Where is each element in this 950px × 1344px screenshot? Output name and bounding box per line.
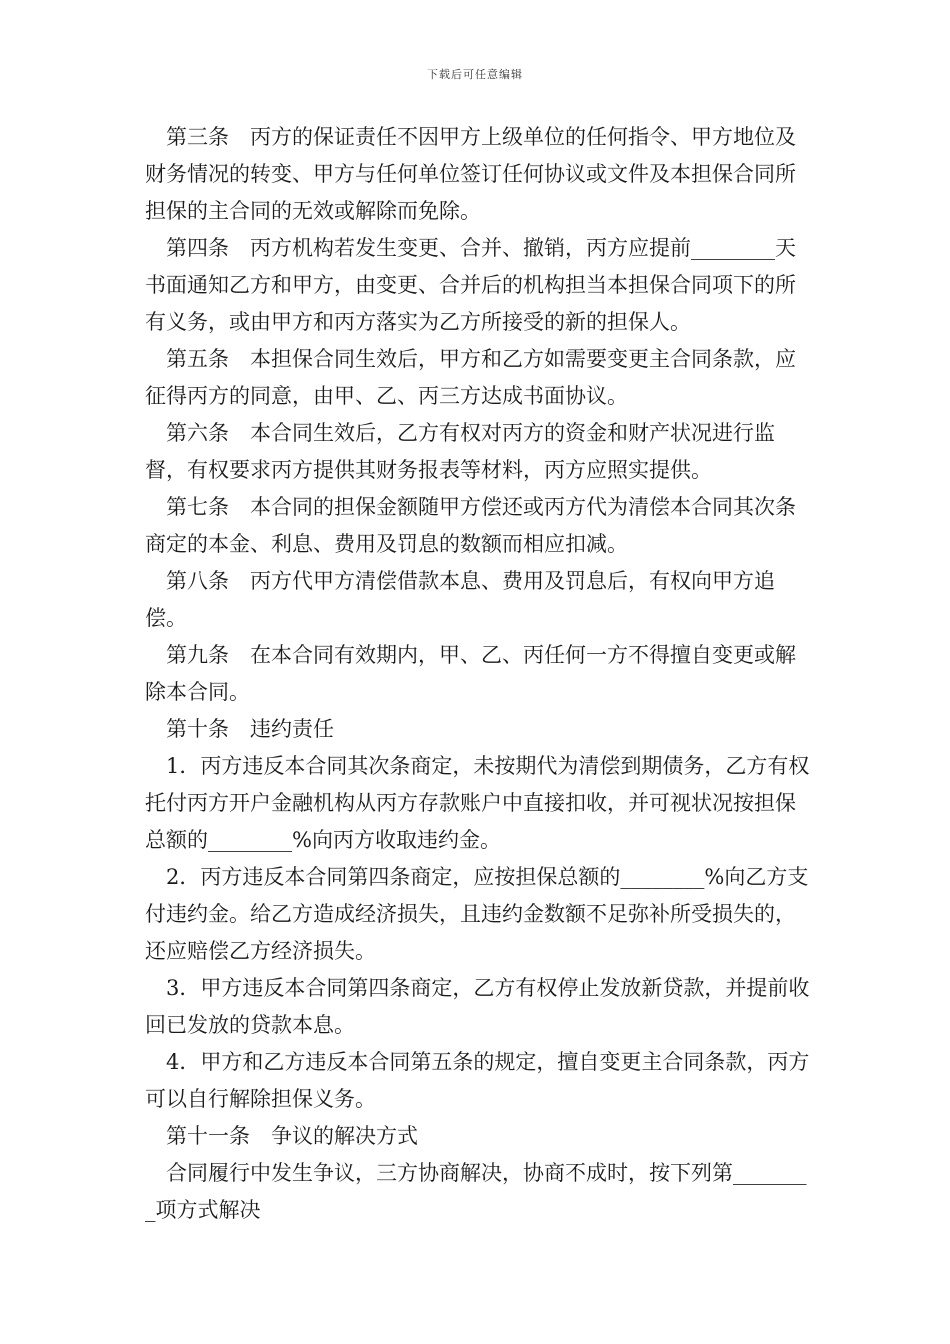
clause-3: 第三条 丙方的保证责任不因甲方上级单位的任何指令、甲方地位及财务情况的转变、甲方与任何单位签订任何协议或文件及本担保合同所担保的主合同的无效或解除而免除。 bbox=[145, 125, 796, 223]
page-header: 下载后可任意编辑 bbox=[427, 68, 523, 81]
clause-10-item-2: 2．丙方违反本合同第四条商定，应按担保总额的________%向乙方支付违约金。给乙方造成经济损失，且违约金数额不足弥补所受损失的，还应赔偿乙方经济损失。 bbox=[145, 865, 809, 963]
clause-7: 第七条 本合同的担保金额随甲方偿还或丙方代为清偿本合同其次条商定的本金、利息、费用及罚息的数额而相应扣减。 bbox=[145, 495, 796, 556]
clause-10-item-4: 4．甲方和乙方违反本合同第五条的规定，擅自变更主合同条款，丙方可以自行解除担保义务。 bbox=[145, 1050, 810, 1111]
clause-10-heading: 第十条 违约责任 bbox=[166, 717, 334, 741]
clause-8: 第八条 丙方代甲方清偿借款本息、费用及罚息后，有权向甲方追偿。 bbox=[145, 569, 775, 630]
clause-9: 第九条 在本合同有效期内，甲、乙、丙任何一方不得擅自变更或解除本合同。 bbox=[145, 643, 796, 704]
clause-10-item-3: 3．甲方违反本合同第四条商定，乙方有权停止发放新贷款，并提前收回已发放的贷款本息。 bbox=[145, 976, 810, 1037]
clause-11-heading: 第十一条 争议的解决方式 bbox=[166, 1124, 418, 1148]
document-body bbox=[145, 119, 810, 1229]
clause-5: 第五条 本担保合同生效后，甲方和乙方如需要变更主合同条款，应征得丙方的同意，由甲、乙、丙三方达成书面协议。 bbox=[145, 347, 796, 408]
clause-10-item-1: 1．丙方违反本合同其次条商定，未按期代为清偿到期债务，乙方有权托付丙方开户金融机构从丙方存款账户中直接扣收，并可视状况按担保总额的________%向丙方收取违约金。 bbox=[145, 754, 810, 852]
clause-6: 第六条 本合同生效后，乙方有权对丙方的资金和财产状况进行监督，有权要求丙方提供其财务报表等材料，丙方应照实提供。 bbox=[145, 421, 775, 482]
clause-11-body: 合同履行中发生争议，三方协商解决，协商不成时，按下列第________项方式解决 bbox=[145, 1161, 807, 1222]
clause-4: 第四条 丙方机构若发生变更、合并、撤销，丙方应提前________天书面通知乙方和甲方，由变更、合并后的机构担当本担保合同项下的所有义务，或由甲方和丙方落实为乙方所接受的新的担保人。 bbox=[145, 236, 796, 334]
